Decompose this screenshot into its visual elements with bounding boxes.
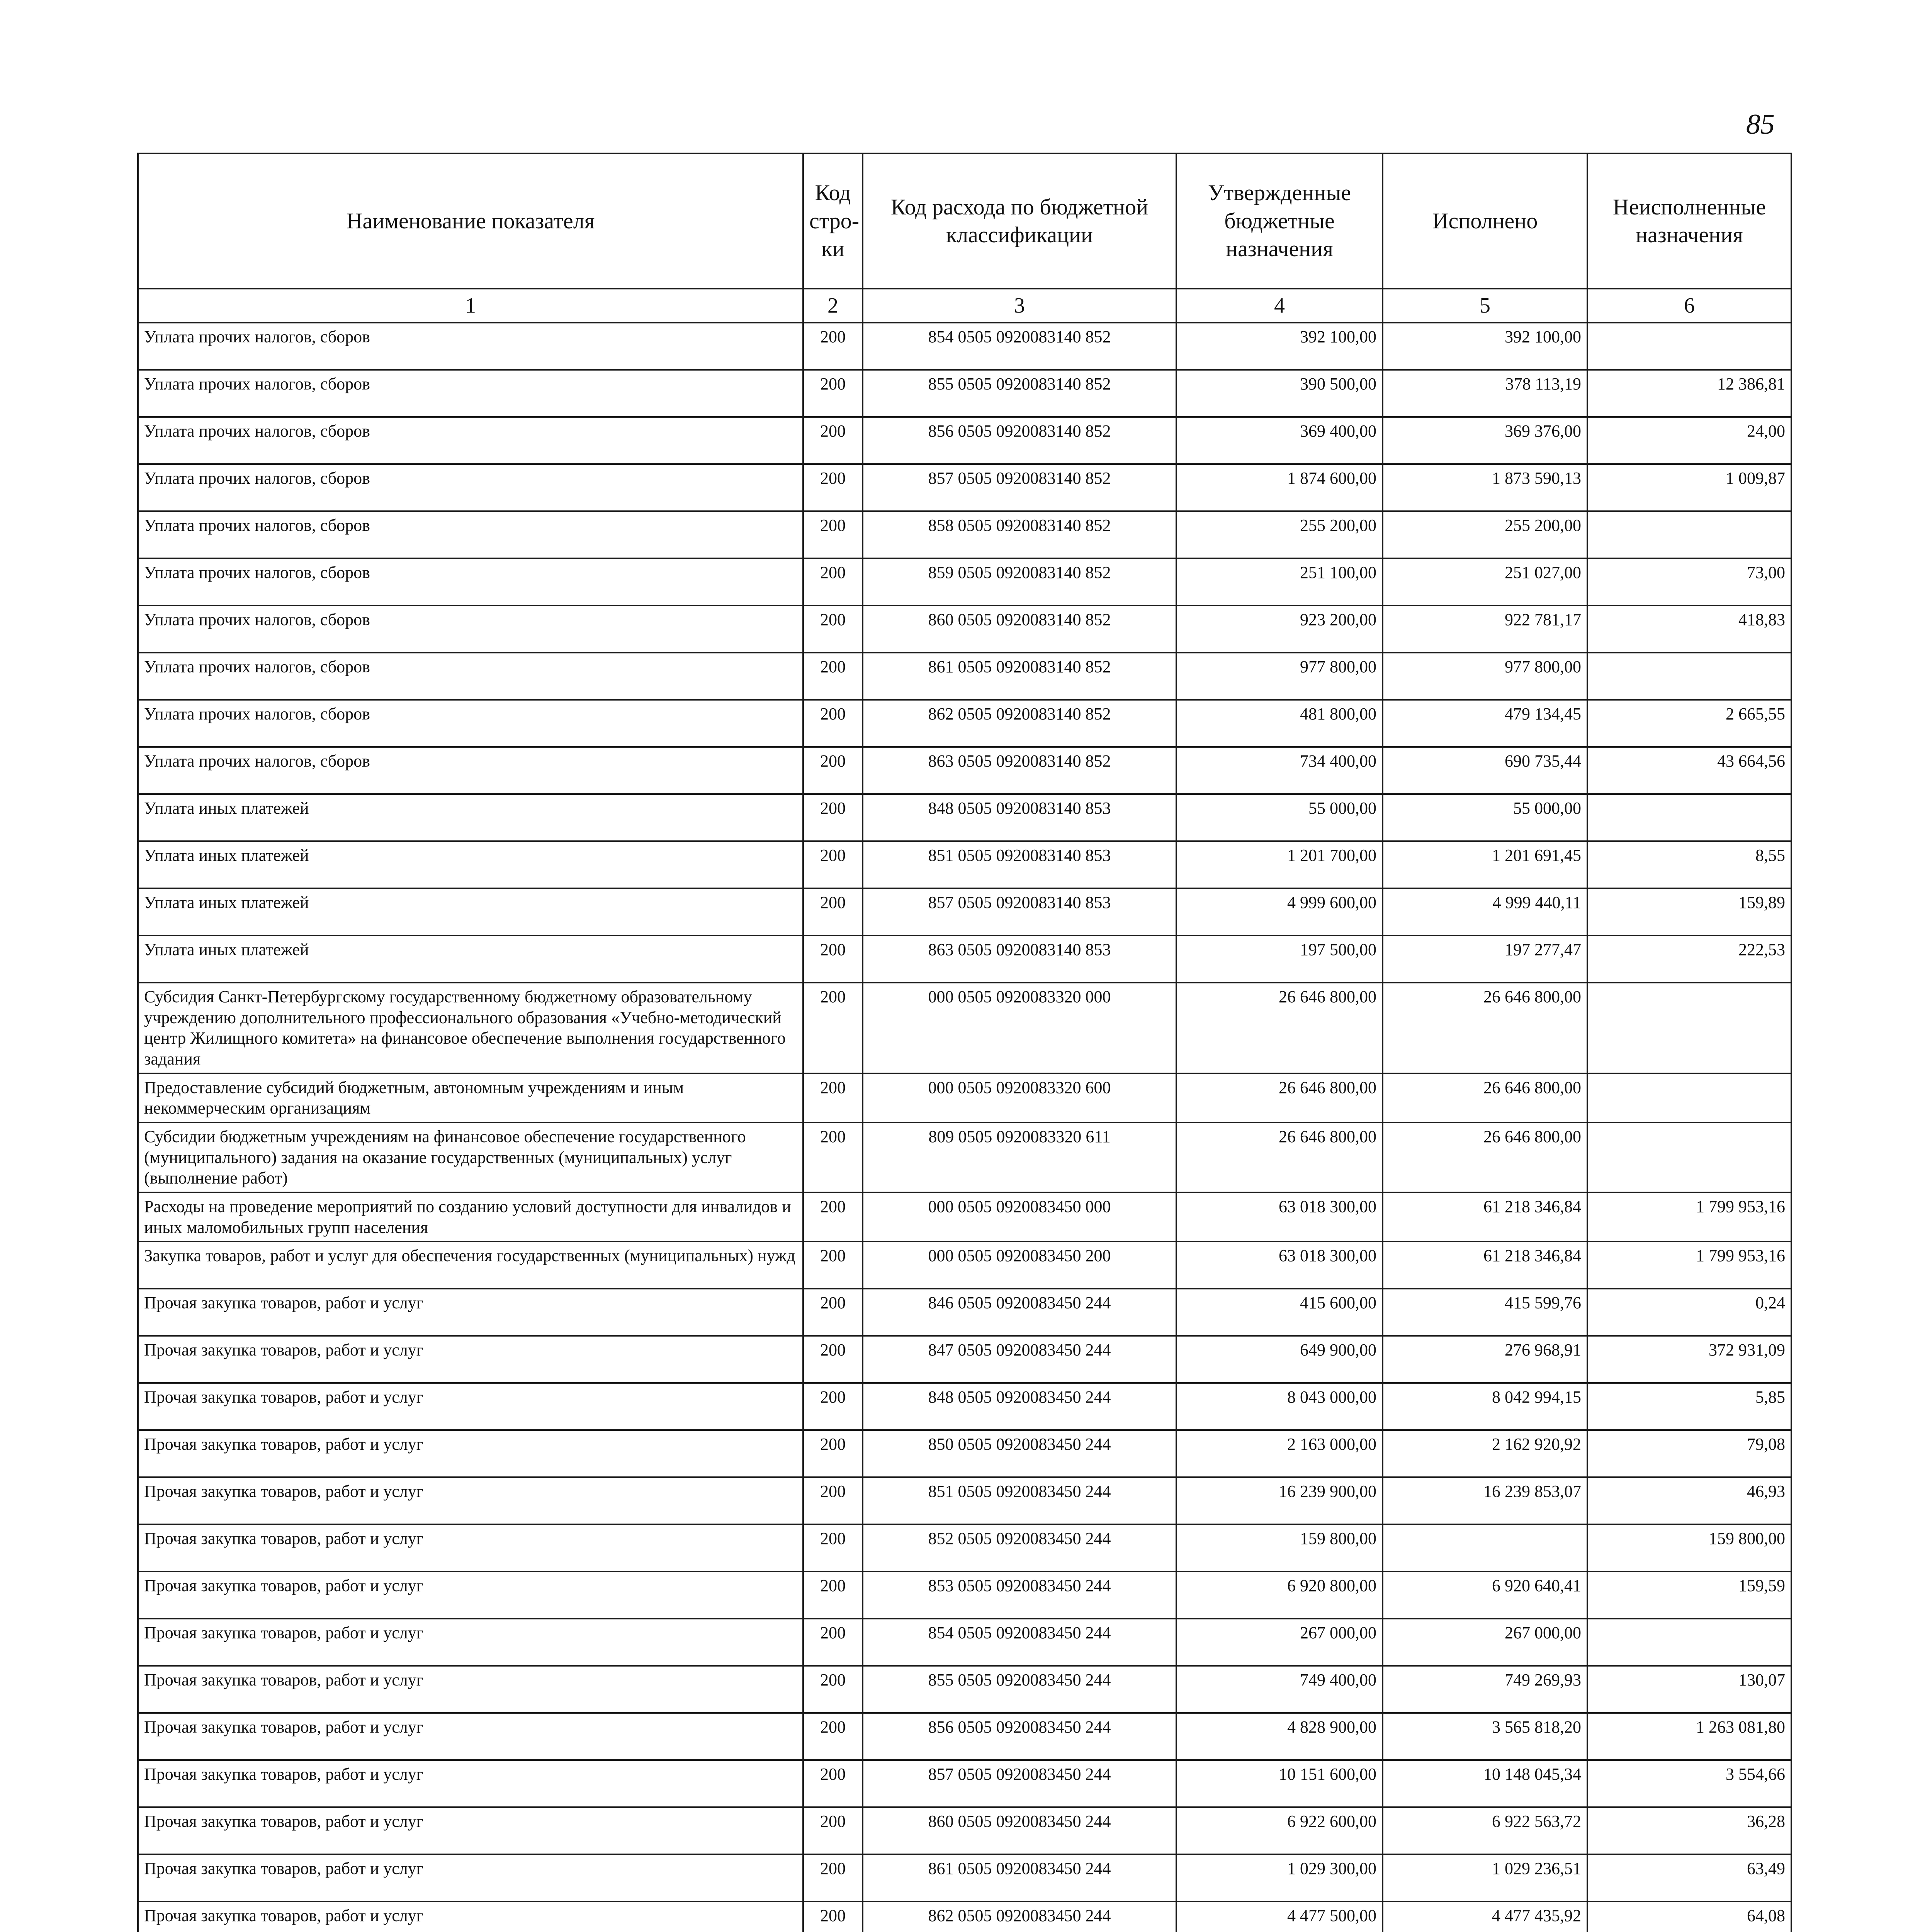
row-unexecuted-cell: 1 799 953,16: [1587, 1192, 1791, 1242]
row-executed-cell: 369 376,00: [1383, 417, 1587, 464]
row-approved-cell: 6 920 800,00: [1176, 1571, 1383, 1619]
row-approved-cell: 1 029 300,00: [1176, 1854, 1383, 1901]
row-unexecuted-cell: 46,93: [1587, 1477, 1791, 1524]
row-code-cell: 861 0505 0920083450 244: [863, 1854, 1176, 1901]
row-executed-cell: 55 000,00: [1383, 794, 1587, 841]
row-executed-cell: 2 162 920,92: [1383, 1430, 1587, 1477]
row-unexecuted-cell: 222,53: [1587, 935, 1791, 983]
header-row: [138, 153, 1791, 289]
page-number: 85: [1746, 109, 1775, 140]
table-row: [138, 1336, 1791, 1383]
row-approved-cell: 55 000,00: [1176, 794, 1383, 841]
row-line-cell: 200: [803, 1901, 863, 1932]
row-line-cell: 200: [803, 1524, 863, 1571]
table-row: [138, 1477, 1791, 1524]
row-unexecuted-cell: 159,59: [1587, 1571, 1791, 1619]
header-line-code: Код стро- ки: [803, 153, 863, 289]
row-executed-cell: 197 277,47: [1383, 935, 1587, 983]
row-unexecuted-cell: 64,08: [1587, 1901, 1791, 1932]
row-unexecuted-cell: 0,24: [1587, 1289, 1791, 1336]
row-unexecuted-cell: 73,00: [1587, 558, 1791, 605]
row-unexecuted-cell: 24,00: [1587, 417, 1791, 464]
table-row: [138, 1666, 1791, 1713]
row-unexecuted-cell: [1587, 1122, 1791, 1192]
row-code-cell: 000 0505 0920083320 600: [863, 1073, 1176, 1122]
row-code-cell: 848 0505 0920083140 853: [863, 794, 1176, 841]
row-approved-cell: 977 800,00: [1176, 653, 1383, 700]
row-executed-cell: 267 000,00: [1383, 1619, 1587, 1666]
row-code-cell: 859 0505 0920083140 852: [863, 558, 1176, 605]
row-unexecuted-cell: 1 799 953,16: [1587, 1242, 1791, 1289]
row-name-cell: Прочая закупка товаров, работ и услуг: [138, 1571, 803, 1619]
table-row: [138, 1619, 1791, 1666]
row-approved-cell: 159 800,00: [1176, 1524, 1383, 1571]
row-executed-cell: 16 239 853,07: [1383, 1477, 1587, 1524]
row-name-cell: Уплата прочих налогов, сборов: [138, 558, 803, 605]
row-line-cell: 200: [803, 1383, 863, 1430]
table-row: [138, 605, 1791, 653]
row-executed-cell: 8 042 994,15: [1383, 1383, 1587, 1430]
row-executed-cell: 26 646 800,00: [1383, 1073, 1587, 1122]
table-row: [138, 511, 1791, 558]
row-name-cell: Прочая закупка товаров, работ и услуг: [138, 1430, 803, 1477]
row-name-cell: Прочая закупка товаров, работ и услуг: [138, 1289, 803, 1336]
row-executed-cell: 378 113,19: [1383, 370, 1587, 417]
row-name-cell: Прочая закупка товаров, работ и услуг: [138, 1383, 803, 1430]
row-unexecuted-cell: 1 263 081,80: [1587, 1713, 1791, 1760]
row-unexecuted-cell: 159,89: [1587, 888, 1791, 935]
row-approved-cell: 923 200,00: [1176, 605, 1383, 653]
row-code-cell: 862 0505 0920083140 852: [863, 700, 1176, 747]
column-number: 1: [138, 289, 803, 323]
row-name-cell: Уплата прочих налогов, сборов: [138, 370, 803, 417]
row-line-cell: 200: [803, 1713, 863, 1760]
row-executed-cell: 4 477 435,92: [1383, 1901, 1587, 1932]
table-row: [138, 1383, 1791, 1430]
row-line-cell: 200: [803, 1571, 863, 1619]
row-name-cell: Предоставление субсидий бюджетным, автономным учреждениям и иным некоммерческим организациям: [138, 1073, 803, 1122]
row-line-cell: 200: [803, 1477, 863, 1524]
row-unexecuted-cell: 5,85: [1587, 1383, 1791, 1430]
row-code-cell: 857 0505 0920083140 853: [863, 888, 1176, 935]
row-name-cell: Прочая закупка товаров, работ и услуг: [138, 1901, 803, 1932]
row-name-cell: Уплата прочих налогов, сборов: [138, 653, 803, 700]
row-code-cell: 852 0505 0920083450 244: [863, 1524, 1176, 1571]
table-row: [138, 1901, 1791, 1932]
row-code-cell: 809 0505 0920083320 611: [863, 1122, 1176, 1192]
row-code-cell: 846 0505 0920083450 244: [863, 1289, 1176, 1336]
row-name-cell: Прочая закупка товаров, работ и услуг: [138, 1713, 803, 1760]
row-executed-cell: 415 599,76: [1383, 1289, 1587, 1336]
table-row: [138, 558, 1791, 605]
column-number-row: [138, 289, 1791, 323]
row-line-cell: 200: [803, 841, 863, 888]
row-code-cell: 854 0505 0920083140 852: [863, 323, 1176, 370]
budget-execution-table: [137, 153, 1792, 1932]
row-approved-cell: 734 400,00: [1176, 747, 1383, 794]
row-line-cell: 200: [803, 323, 863, 370]
row-approved-cell: 4 828 900,00: [1176, 1713, 1383, 1760]
row-executed-cell: 3 565 818,20: [1383, 1713, 1587, 1760]
row-line-cell: 200: [803, 1289, 863, 1336]
row-line-cell: 200: [803, 700, 863, 747]
row-code-cell: 850 0505 0920083450 244: [863, 1430, 1176, 1477]
row-code-cell: 862 0505 0920083450 244: [863, 1901, 1176, 1932]
table-row: [138, 417, 1791, 464]
row-approved-cell: 251 100,00: [1176, 558, 1383, 605]
row-executed-cell: 26 646 800,00: [1383, 1122, 1587, 1192]
row-approved-cell: 26 646 800,00: [1176, 1073, 1383, 1122]
table-row: [138, 700, 1791, 747]
row-approved-cell: 390 500,00: [1176, 370, 1383, 417]
row-code-cell: 000 0505 0920083450 200: [863, 1242, 1176, 1289]
row-executed-cell: 479 134,45: [1383, 700, 1587, 747]
row-name-cell: Уплата прочих налогов, сборов: [138, 605, 803, 653]
row-name-cell: Уплата прочих налогов, сборов: [138, 464, 803, 511]
row-name-cell: Субсидия Санкт-Петербургскому государственному бюджетному образовательному учреждению дополнительного профессионального образования «Учебно-методический центр Жилищного комитета» на финансовое обеспечение выполнения государственного задания: [138, 983, 803, 1073]
row-line-cell: 200: [803, 1760, 863, 1807]
row-executed-cell: 922 781,17: [1383, 605, 1587, 653]
row-name-cell: Прочая закупка товаров, работ и услуг: [138, 1477, 803, 1524]
row-line-cell: 200: [803, 1073, 863, 1122]
table-row: [138, 1760, 1791, 1807]
table-row: [138, 1713, 1791, 1760]
row-line-cell: 200: [803, 888, 863, 935]
row-line-cell: 200: [803, 1122, 863, 1192]
table-row: [138, 653, 1791, 700]
row-unexecuted-cell: 79,08: [1587, 1430, 1791, 1477]
row-executed-cell: 61 218 346,84: [1383, 1242, 1587, 1289]
row-line-cell: 200: [803, 1854, 863, 1901]
row-line-cell: 200: [803, 794, 863, 841]
row-unexecuted-cell: [1587, 794, 1791, 841]
column-number: 2: [803, 289, 863, 323]
row-line-cell: 200: [803, 935, 863, 983]
table-row: [138, 1854, 1791, 1901]
row-approved-cell: 649 900,00: [1176, 1336, 1383, 1383]
header-executed: Исполнено: [1383, 153, 1587, 289]
row-name-cell: Расходы на проведение мероприятий по созданию условий доступности для инвалидов и иных маломобильных групп населения: [138, 1192, 803, 1242]
row-code-cell: 000 0505 0920083450 000: [863, 1192, 1176, 1242]
row-code-cell: 000 0505 0920083320 000: [863, 983, 1176, 1073]
row-unexecuted-cell: 130,07: [1587, 1666, 1791, 1713]
row-unexecuted-cell: 43 664,56: [1587, 747, 1791, 794]
row-code-cell: 863 0505 0920083140 852: [863, 747, 1176, 794]
table-row: [138, 464, 1791, 511]
row-line-cell: 200: [803, 511, 863, 558]
row-code-cell: 847 0505 0920083450 244: [863, 1336, 1176, 1383]
row-executed-cell: 1 029 236,51: [1383, 1854, 1587, 1901]
row-code-cell: 857 0505 0920083450 244: [863, 1760, 1176, 1807]
row-code-cell: 851 0505 0920083140 853: [863, 841, 1176, 888]
row-approved-cell: 4 477 500,00: [1176, 1901, 1383, 1932]
column-number: 6: [1587, 289, 1791, 323]
table-row: [138, 841, 1791, 888]
row-name-cell: Закупка товаров, работ и услуг для обеспечения государственных (муниципальных) нужд: [138, 1242, 803, 1289]
table-row: [138, 1192, 1791, 1242]
row-executed-cell: 255 200,00: [1383, 511, 1587, 558]
row-approved-cell: 267 000,00: [1176, 1619, 1383, 1666]
row-line-cell: 200: [803, 1619, 863, 1666]
row-approved-cell: 4 999 600,00: [1176, 888, 1383, 935]
row-name-cell: Прочая закупка товаров, работ и услуг: [138, 1524, 803, 1571]
table-row: [138, 747, 1791, 794]
row-code-cell: 855 0505 0920083450 244: [863, 1666, 1176, 1713]
table-row: [138, 370, 1791, 417]
row-unexecuted-cell: 2 665,55: [1587, 700, 1791, 747]
row-line-cell: 200: [803, 983, 863, 1073]
row-unexecuted-cell: 418,83: [1587, 605, 1791, 653]
row-line-cell: 200: [803, 370, 863, 417]
table-body: [138, 323, 1791, 1932]
row-name-cell: Уплата иных платежей: [138, 841, 803, 888]
row-unexecuted-cell: [1587, 1619, 1791, 1666]
row-approved-cell: 415 600,00: [1176, 1289, 1383, 1336]
row-approved-cell: 63 018 300,00: [1176, 1192, 1383, 1242]
row-unexecuted-cell: 12 386,81: [1587, 370, 1791, 417]
row-name-cell: Прочая закупка товаров, работ и услуг: [138, 1619, 803, 1666]
row-code-cell: 860 0505 0920083450 244: [863, 1807, 1176, 1854]
row-line-cell: 200: [803, 1430, 863, 1477]
row-approved-cell: 8 043 000,00: [1176, 1383, 1383, 1430]
row-line-cell: 200: [803, 464, 863, 511]
column-number: 5: [1383, 289, 1587, 323]
row-approved-cell: 63 018 300,00: [1176, 1242, 1383, 1289]
row-line-cell: 200: [803, 1807, 863, 1854]
row-executed-cell: 690 735,44: [1383, 747, 1587, 794]
header-budget-code: Код расхода по бюджетной классификации: [863, 153, 1176, 289]
row-code-cell: 856 0505 0920083450 244: [863, 1713, 1176, 1760]
row-code-cell: 858 0505 0920083140 852: [863, 511, 1176, 558]
row-approved-cell: 255 200,00: [1176, 511, 1383, 558]
row-line-cell: 200: [803, 417, 863, 464]
row-approved-cell: 1 874 600,00: [1176, 464, 1383, 511]
row-name-cell: Уплата прочих налогов, сборов: [138, 323, 803, 370]
table-row: [138, 1430, 1791, 1477]
row-executed-cell: 276 968,91: [1383, 1336, 1587, 1383]
row-unexecuted-cell: [1587, 511, 1791, 558]
row-line-cell: 200: [803, 1666, 863, 1713]
row-executed-cell: 4 999 440,11: [1383, 888, 1587, 935]
row-code-cell: 854 0505 0920083450 244: [863, 1619, 1176, 1666]
row-executed-cell: 749 269,93: [1383, 1666, 1587, 1713]
row-code-cell: 853 0505 0920083450 244: [863, 1571, 1176, 1619]
row-approved-cell: 26 646 800,00: [1176, 1122, 1383, 1192]
table-row: [138, 935, 1791, 983]
row-code-cell: 863 0505 0920083140 853: [863, 935, 1176, 983]
table-row: [138, 1242, 1791, 1289]
row-name-cell: Уплата прочих налогов, сборов: [138, 417, 803, 464]
row-line-cell: 200: [803, 558, 863, 605]
row-name-cell: Уплата иных платежей: [138, 888, 803, 935]
row-name-cell: Прочая закупка товаров, работ и услуг: [138, 1760, 803, 1807]
row-approved-cell: 749 400,00: [1176, 1666, 1383, 1713]
row-code-cell: 851 0505 0920083450 244: [863, 1477, 1176, 1524]
row-line-cell: 200: [803, 1192, 863, 1242]
row-unexecuted-cell: 8,55: [1587, 841, 1791, 888]
row-unexecuted-cell: 36,28: [1587, 1807, 1791, 1854]
row-approved-cell: 392 100,00: [1176, 323, 1383, 370]
row-name-cell: Уплата прочих налогов, сборов: [138, 511, 803, 558]
row-line-cell: 200: [803, 1242, 863, 1289]
row-executed-cell: 10 148 045,34: [1383, 1760, 1587, 1807]
row-executed-cell: 392 100,00: [1383, 323, 1587, 370]
row-name-cell: Прочая закупка товаров, работ и услуг: [138, 1807, 803, 1854]
row-executed-cell: 977 800,00: [1383, 653, 1587, 700]
row-unexecuted-cell: 159 800,00: [1587, 1524, 1791, 1571]
table-row: [138, 1122, 1791, 1192]
row-line-cell: 200: [803, 1336, 863, 1383]
table-row: [138, 1807, 1791, 1854]
row-unexecuted-cell: [1587, 983, 1791, 1073]
row-name-cell: Прочая закупка товаров, работ и услуг: [138, 1854, 803, 1901]
table-row: [138, 323, 1791, 370]
header-indicator-name: Наименование показателя: [138, 153, 803, 289]
row-approved-cell: 2 163 000,00: [1176, 1430, 1383, 1477]
row-code-cell: 856 0505 0920083140 852: [863, 417, 1176, 464]
row-executed-cell: 6 920 640,41: [1383, 1571, 1587, 1619]
row-line-cell: 200: [803, 605, 863, 653]
row-executed-cell: 1 201 691,45: [1383, 841, 1587, 888]
row-name-cell: Прочая закупка товаров, работ и услуг: [138, 1336, 803, 1383]
row-code-cell: 848 0505 0920083450 244: [863, 1383, 1176, 1430]
row-name-cell: Прочая закупка товаров, работ и услуг: [138, 1666, 803, 1713]
row-executed-cell: 251 027,00: [1383, 558, 1587, 605]
header-unexecuted: Неисполненные назначения: [1587, 153, 1791, 289]
row-unexecuted-cell: [1587, 1073, 1791, 1122]
row-unexecuted-cell: 372 931,09: [1587, 1336, 1791, 1383]
row-unexecuted-cell: 3 554,66: [1587, 1760, 1791, 1807]
row-name-cell: Уплата иных платежей: [138, 935, 803, 983]
table-row: [138, 794, 1791, 841]
row-approved-cell: 6 922 600,00: [1176, 1807, 1383, 1854]
row-code-cell: 861 0505 0920083140 852: [863, 653, 1176, 700]
row-line-cell: 200: [803, 653, 863, 700]
column-number: 3: [863, 289, 1176, 323]
row-approved-cell: 197 500,00: [1176, 935, 1383, 983]
row-unexecuted-cell: 1 009,87: [1587, 464, 1791, 511]
row-approved-cell: 481 800,00: [1176, 700, 1383, 747]
row-code-cell: 857 0505 0920083140 852: [863, 464, 1176, 511]
row-unexecuted-cell: [1587, 323, 1791, 370]
row-executed-cell: [1383, 1524, 1587, 1571]
row-approved-cell: 26 646 800,00: [1176, 983, 1383, 1073]
row-code-cell: 860 0505 0920083140 852: [863, 605, 1176, 653]
table-row: [138, 1571, 1791, 1619]
table-row: [138, 983, 1791, 1073]
row-approved-cell: 369 400,00: [1176, 417, 1383, 464]
header-approved: Утвержденные бюджетные назначения: [1176, 153, 1383, 289]
row-executed-cell: 1 873 590,13: [1383, 464, 1587, 511]
row-executed-cell: 6 922 563,72: [1383, 1807, 1587, 1854]
row-unexecuted-cell: [1587, 653, 1791, 700]
table-row: [138, 1073, 1791, 1122]
row-executed-cell: 61 218 346,84: [1383, 1192, 1587, 1242]
row-name-cell: Уплата иных платежей: [138, 794, 803, 841]
column-number: 4: [1176, 289, 1383, 323]
table-row: [138, 1289, 1791, 1336]
row-line-cell: 200: [803, 747, 863, 794]
row-name-cell: Уплата прочих налогов, сборов: [138, 700, 803, 747]
row-unexecuted-cell: 63,49: [1587, 1854, 1791, 1901]
row-approved-cell: 10 151 600,00: [1176, 1760, 1383, 1807]
row-code-cell: 855 0505 0920083140 852: [863, 370, 1176, 417]
row-approved-cell: 16 239 900,00: [1176, 1477, 1383, 1524]
row-approved-cell: 1 201 700,00: [1176, 841, 1383, 888]
table-row: [138, 888, 1791, 935]
row-name-cell: Уплата прочих налогов, сборов: [138, 747, 803, 794]
row-name-cell: Субсидии бюджетным учреждениям на финансовое обеспечение государственного (муниципального) задания на оказание государственных (муниципальных) услуг (выполнение работ): [138, 1122, 803, 1192]
table-row: [138, 1524, 1791, 1571]
row-executed-cell: 26 646 800,00: [1383, 983, 1587, 1073]
